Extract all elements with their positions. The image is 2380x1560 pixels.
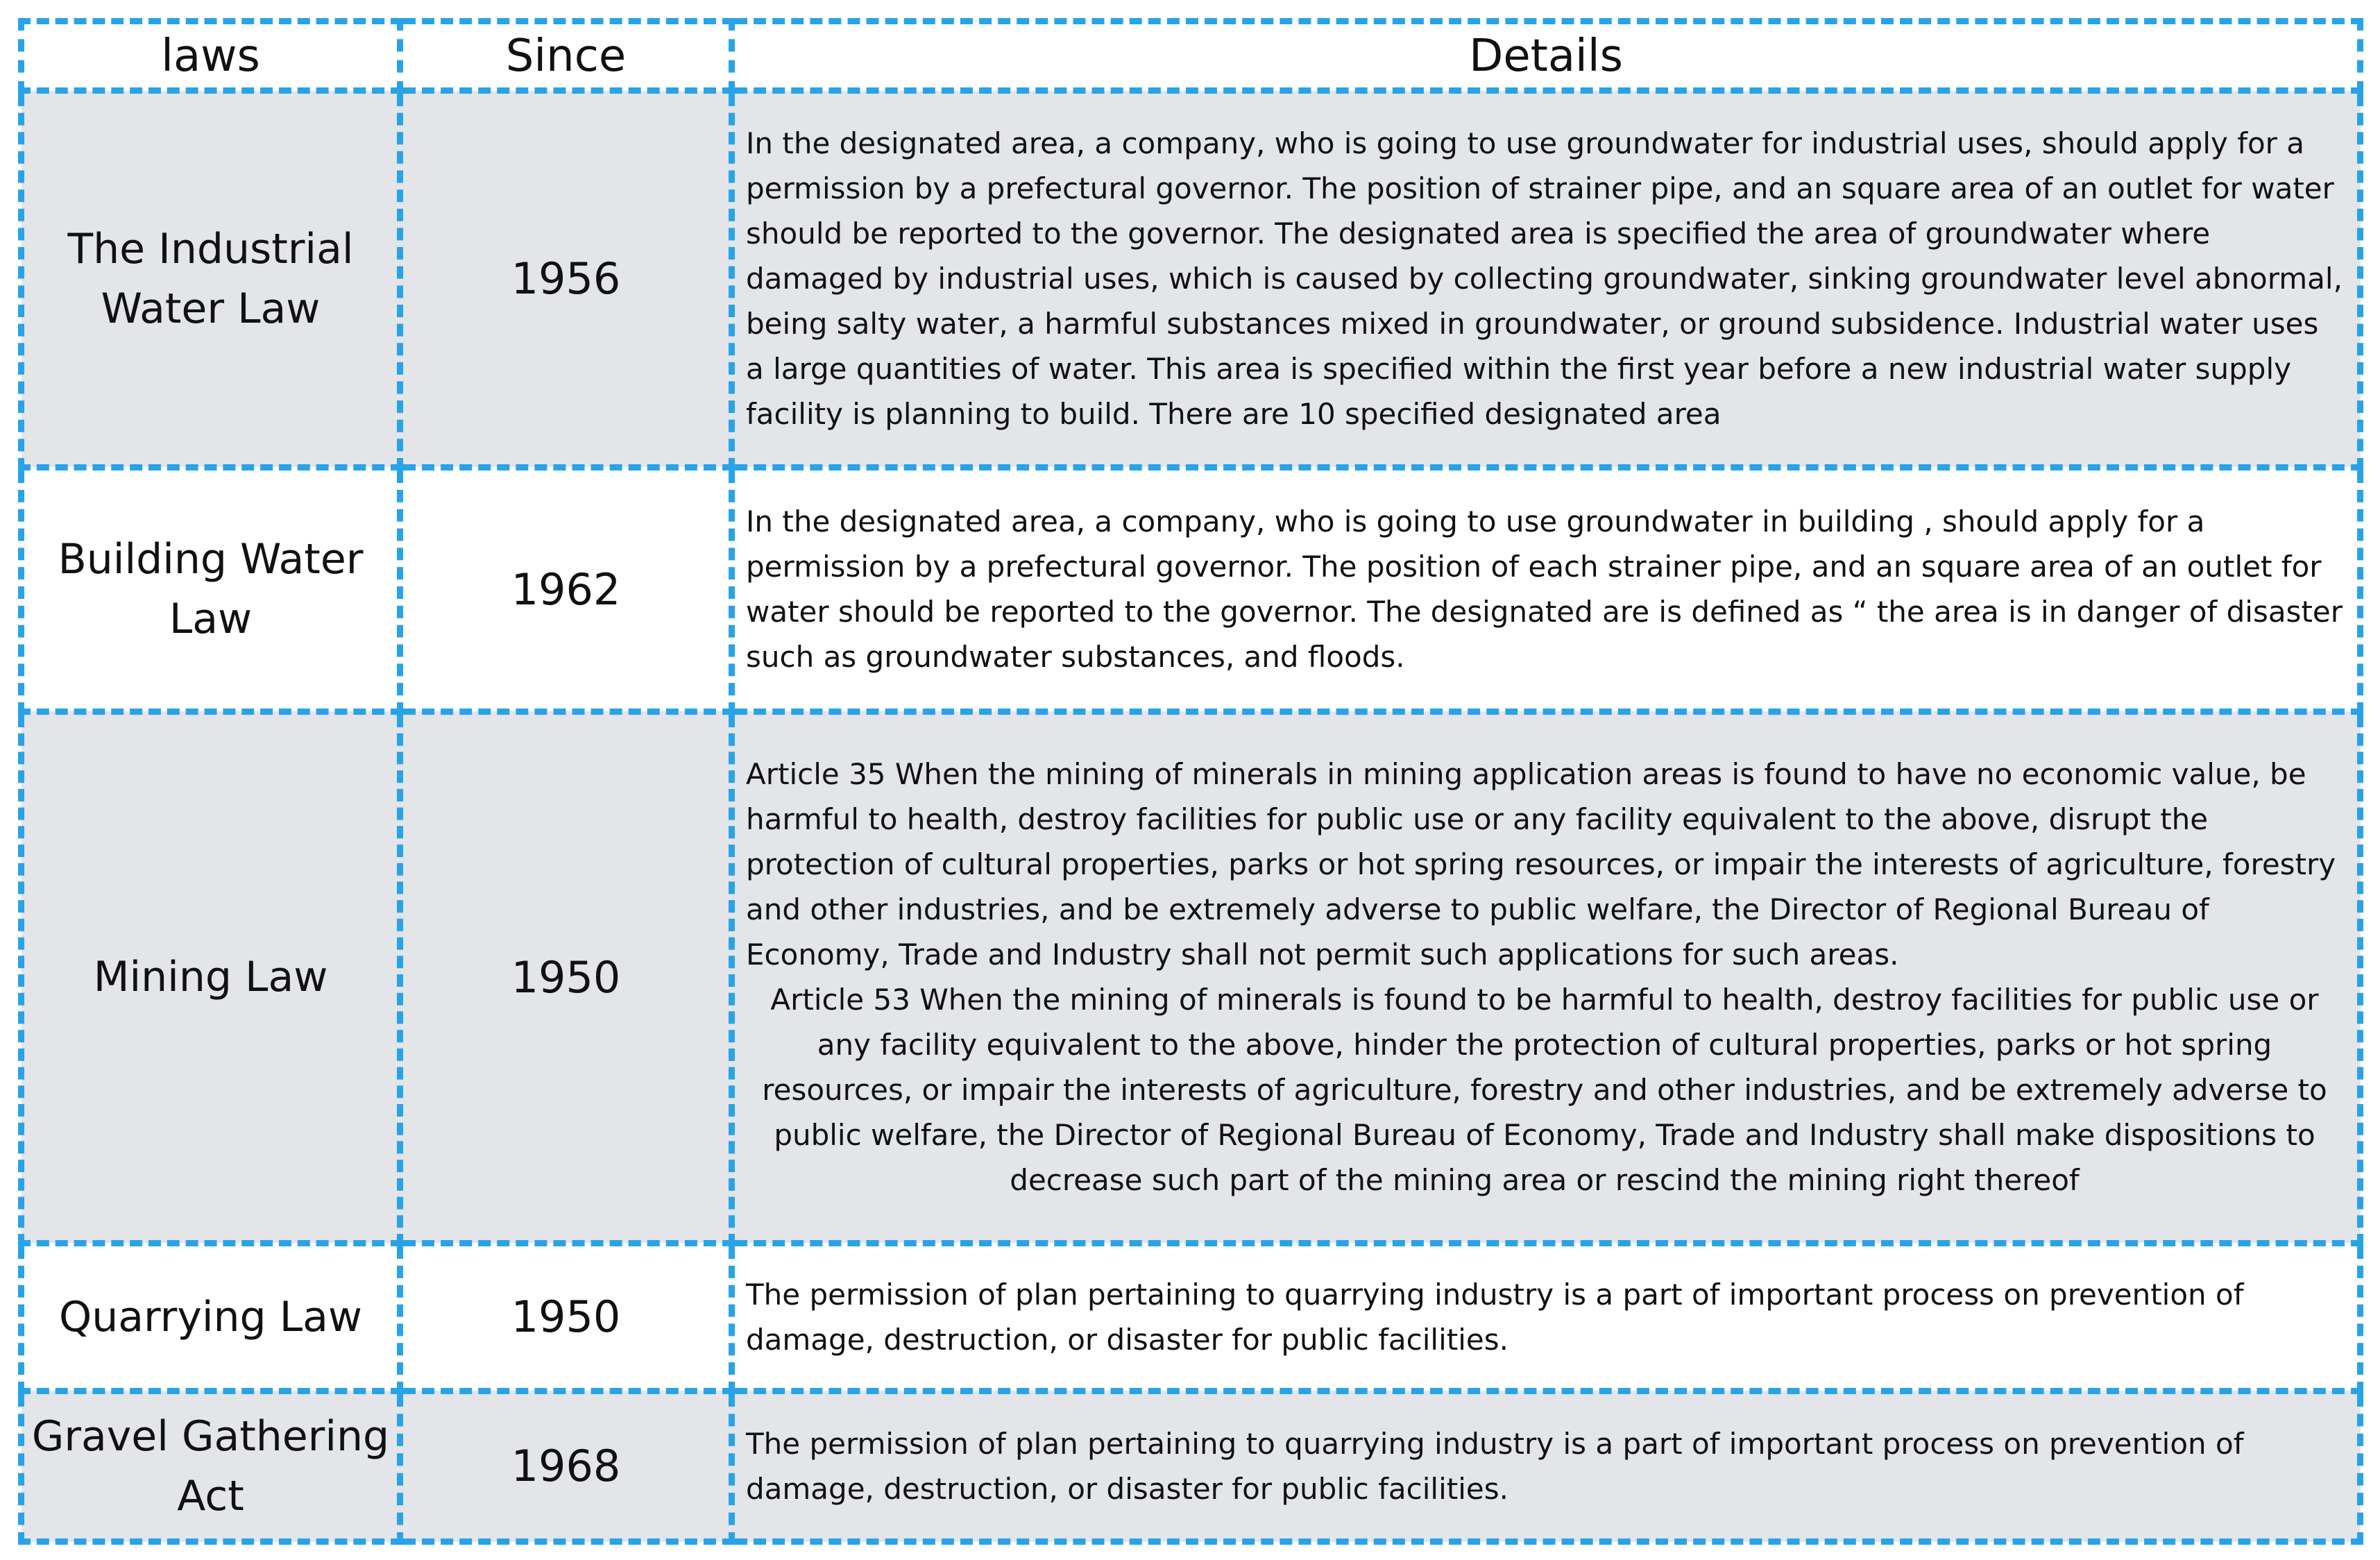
law-details (732, 91, 2361, 468)
law-year: 1950 (400, 1243, 732, 1391)
law-name: The Industrial Water Law (22, 91, 400, 468)
law-year: 1956 (400, 91, 732, 468)
table-header (22, 22, 2361, 91)
header-details: Details (732, 22, 2361, 91)
law-details (732, 711, 2361, 1243)
table-row (22, 1391, 2361, 1541)
details-paragraph: In the designated area, a company, who is going to use groundwater in building , should apply for a permission by a prefectural governor. The position of each strainer pipe, and an square area of an outlet for water should be reported to the governor. The designated are is defined as “ the area is in danger of disaster such as groundwater substances, and floods. (746, 505, 2343, 675)
law-name: Gravel Gathering Act (22, 1391, 400, 1541)
table-row (22, 91, 2361, 468)
header-row (22, 22, 2361, 91)
law-details (732, 1243, 2361, 1391)
table-row (22, 1243, 2361, 1391)
details-paragraph: In the designated area, a company, who is going to use groundwater for industrial uses, should apply for a permission by a prefectural governor. The position of strainer pipe, and an square area of an outlet for water should be reported to the governor. The designated area is specified the area of groundwater where damaged by industrial uses, which is caused by collecting groundwater, sinking groundwater level abnormal, being salty water, a harmful substances mixed in groundwater, or ground subsidence. Industrial water uses a large quantities of water. This area is specified within the first year before a new industrial water supply facility is planning to build. There are 10 specified designated area (746, 126, 2343, 432)
law-year: 1962 (400, 467, 732, 711)
law-year: 1968 (400, 1391, 732, 1541)
law-name: Quarrying Law (22, 1243, 400, 1391)
table-row (22, 467, 2361, 711)
law-details (732, 467, 2361, 711)
law-name: Mining Law (22, 711, 400, 1243)
table-row (22, 711, 2361, 1243)
laws-table (18, 18, 2363, 1545)
header-since: Since (400, 22, 732, 91)
details-paragraph: Article 35 When the mining of minerals in mining application areas is found to have no economic value, be harmful to health, destroy facilities for public use or any facility equivalent to the above, disrupt the protection of cultural properties, parks or hot spring resources, or impair the interests of agriculture, forestry and other industries, and be extremely adverse to public welfare, the Director of Regional Bureau of Economy, Trade and Industry shall not permit such applications for such areas. (746, 757, 2336, 972)
law-name: Building Water Law (22, 467, 400, 711)
table-body (22, 91, 2361, 1542)
header-laws: laws (22, 22, 400, 91)
details-paragraph: The permission of plan pertaining to quarrying industry is a part of important process on prevention of damage, destruction, or disaster for public facilities. (746, 1426, 2244, 1506)
details-paragraph: The permission of plan pertaining to quarrying industry is a part of important process on prevention of damage, destruction, or disaster for public facilities. (746, 1277, 2244, 1357)
details-paragraph: Article 53 When the mining of minerals is found to be harmful to health, destroy facilities for public use or any facility equivalent to the above, hinder the protection of cultural properties, parks or hot spring resources, or impair the interests of agriculture, forestry and other industries, and be extremely adverse to public welfare, the Director of Regional Bureau of Economy, Trade and Industry shall make dispositions to decrease such part of the mining area or rescind the mining right thereof (762, 983, 2327, 1198)
law-details (732, 1391, 2361, 1541)
law-year: 1950 (400, 711, 732, 1243)
